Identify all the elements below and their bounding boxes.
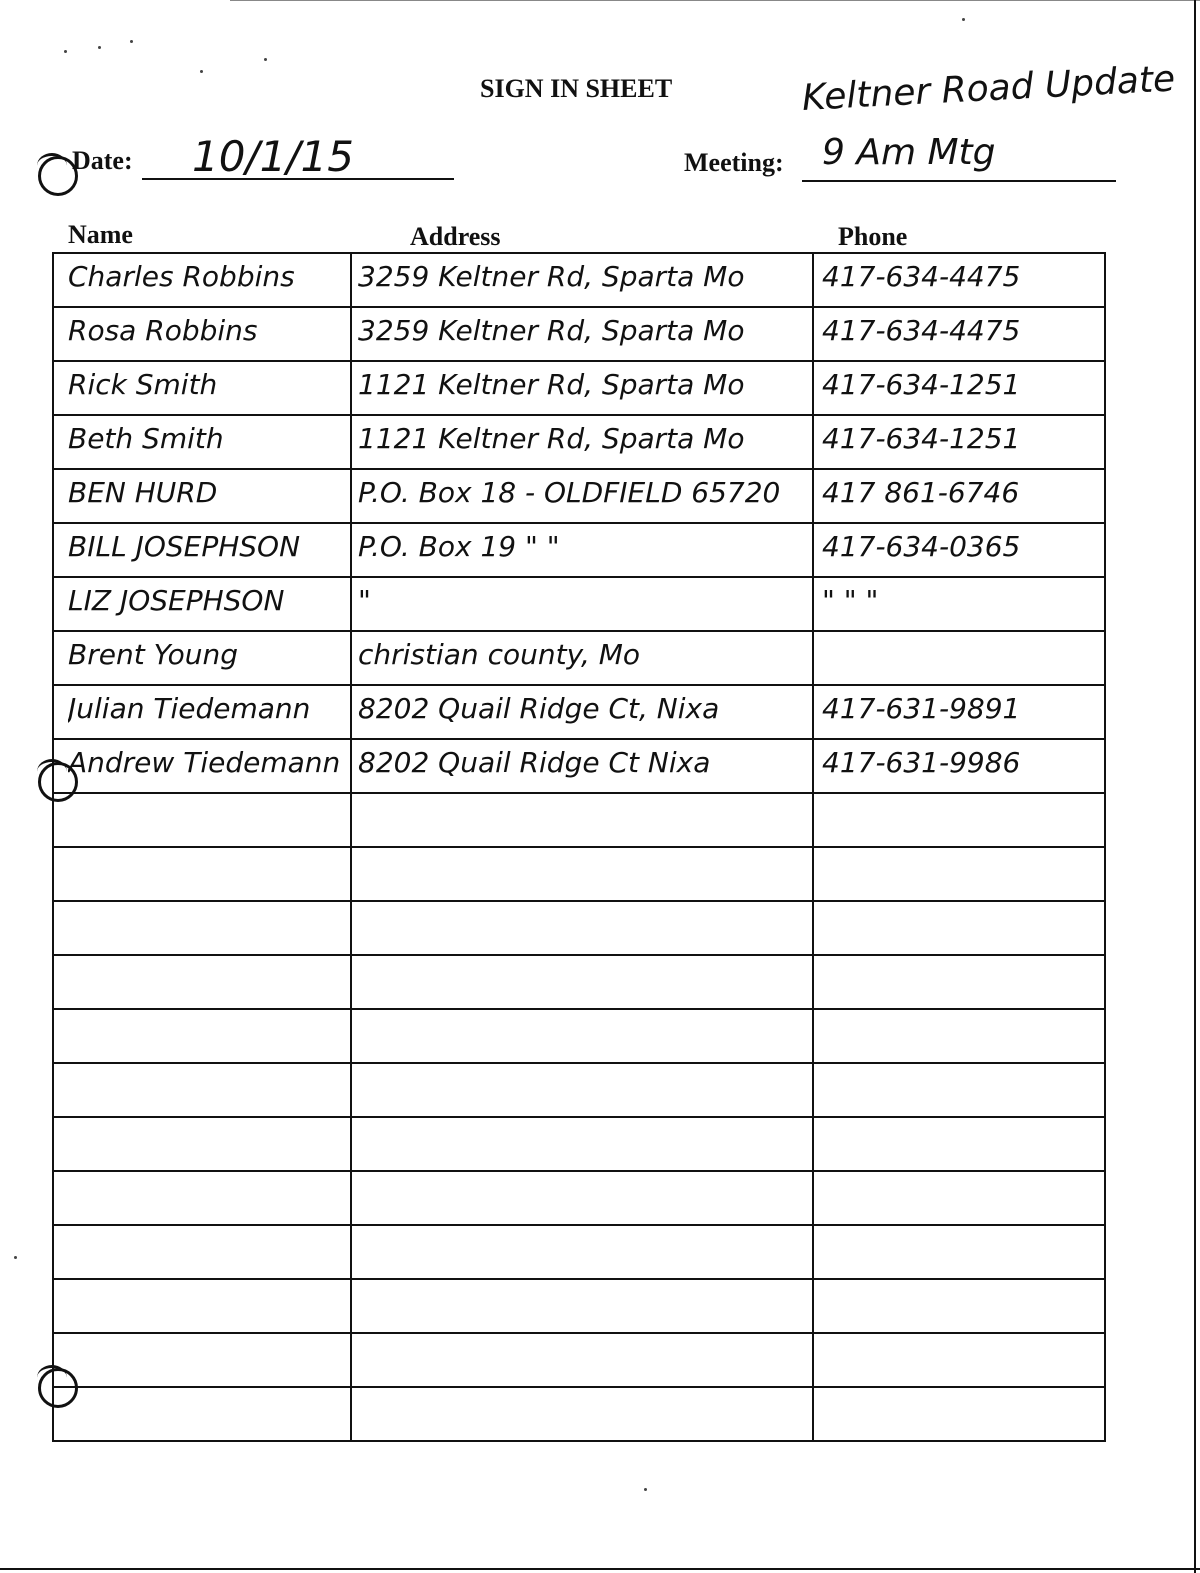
scan-speck bbox=[14, 1256, 17, 1259]
table-row bbox=[52, 252, 1106, 305]
date-label: Date: bbox=[72, 146, 133, 175]
entry-address: P.O. Box 19 " " bbox=[358, 530, 560, 563]
scan-speck bbox=[644, 1488, 647, 1491]
entry-phone: 417-634-4475 bbox=[822, 314, 1021, 347]
scan-speck bbox=[64, 50, 67, 53]
entry-phone: 417-631-9891 bbox=[822, 692, 1021, 725]
table-row bbox=[52, 1224, 1106, 1277]
entry-address: 3259 Keltner Rd, Sparta Mo bbox=[358, 314, 745, 347]
page-bottom-edge bbox=[0, 1568, 1200, 1570]
table-row bbox=[52, 954, 1106, 1007]
table-row bbox=[52, 792, 1106, 845]
table-row bbox=[52, 1170, 1106, 1223]
entry-name: Julian Tiedemann bbox=[68, 692, 311, 725]
table-row bbox=[52, 414, 1106, 467]
table-row bbox=[52, 738, 1106, 791]
column-header-phone: Phone bbox=[838, 222, 908, 251]
page-top-edge bbox=[230, 0, 1200, 1]
entry-name: Beth Smith bbox=[68, 422, 224, 455]
entry-phone: 417-631-9986 bbox=[822, 746, 1021, 779]
table-row bbox=[52, 360, 1106, 413]
scan-speck bbox=[264, 58, 267, 61]
table-row bbox=[52, 306, 1106, 359]
table-row bbox=[52, 846, 1106, 899]
column-header-address: Address bbox=[410, 222, 501, 251]
table-row bbox=[52, 522, 1106, 575]
table-rule bbox=[52, 1440, 1106, 1442]
entry-address: 1121 Keltner Rd, Sparta Mo bbox=[358, 368, 745, 401]
entry-name: LIZ JOSEPHSON bbox=[68, 584, 285, 617]
entry-phone: " " " bbox=[822, 584, 879, 617]
table-row bbox=[52, 1278, 1106, 1331]
meeting-underline bbox=[802, 180, 1116, 182]
table-row bbox=[52, 1116, 1106, 1169]
entry-name: Andrew Tiedemann bbox=[68, 746, 341, 779]
entry-address: christian county, Mo bbox=[358, 638, 641, 671]
page-right-edge bbox=[1194, 0, 1196, 1573]
entry-name: Brent Young bbox=[68, 638, 238, 671]
entry-address: " bbox=[358, 584, 371, 617]
table-row bbox=[52, 468, 1106, 521]
scan-speck bbox=[98, 46, 101, 49]
entry-phone: 417 861-6746 bbox=[822, 476, 1020, 509]
table-row bbox=[52, 1386, 1106, 1439]
meeting-value: 9 Am Mtg bbox=[822, 132, 996, 173]
entry-phone: 417-634-1251 bbox=[822, 422, 1021, 455]
entry-phone: 417-634-4475 bbox=[822, 260, 1021, 293]
entry-name: Rick Smith bbox=[68, 368, 218, 401]
meeting-label: Meeting: bbox=[684, 148, 784, 177]
table-row bbox=[52, 1062, 1106, 1115]
table-row bbox=[52, 684, 1106, 737]
entry-address: 8202 Quail Ridge Ct, Nixa bbox=[358, 692, 720, 725]
column-header-name: Name bbox=[68, 220, 133, 249]
table-row bbox=[52, 1008, 1106, 1061]
entry-name: BILL JOSEPHSON bbox=[68, 530, 301, 563]
table-row bbox=[52, 576, 1106, 629]
table-row bbox=[52, 630, 1106, 683]
table-row bbox=[52, 1332, 1106, 1385]
entry-address: 8202 Quail Ridge Ct Nixa bbox=[358, 746, 711, 779]
sign-in-table bbox=[52, 252, 1106, 1442]
date-value: 10/1/15 bbox=[192, 132, 354, 181]
entry-name: Rosa Robbins bbox=[68, 314, 258, 347]
scan-speck bbox=[962, 18, 965, 21]
scan-speck bbox=[130, 40, 133, 43]
sheet-title: SIGN IN SHEET bbox=[480, 74, 673, 103]
table-row bbox=[52, 900, 1106, 953]
scan-speck bbox=[200, 70, 203, 73]
entry-phone: 417-634-1251 bbox=[822, 368, 1021, 401]
entry-address: 3259 Keltner Rd, Sparta Mo bbox=[358, 260, 745, 293]
entry-name: BEN HURD bbox=[68, 476, 218, 509]
entry-address: P.O. Box 18 - OLDFIELD 65720 bbox=[358, 476, 781, 509]
entry-address: 1121 Keltner Rd, Sparta Mo bbox=[358, 422, 745, 455]
project-note: Keltner Road Update bbox=[800, 58, 1177, 119]
entry-name: Charles Robbins bbox=[68, 260, 295, 293]
entry-phone: 417-634-0365 bbox=[822, 530, 1021, 563]
